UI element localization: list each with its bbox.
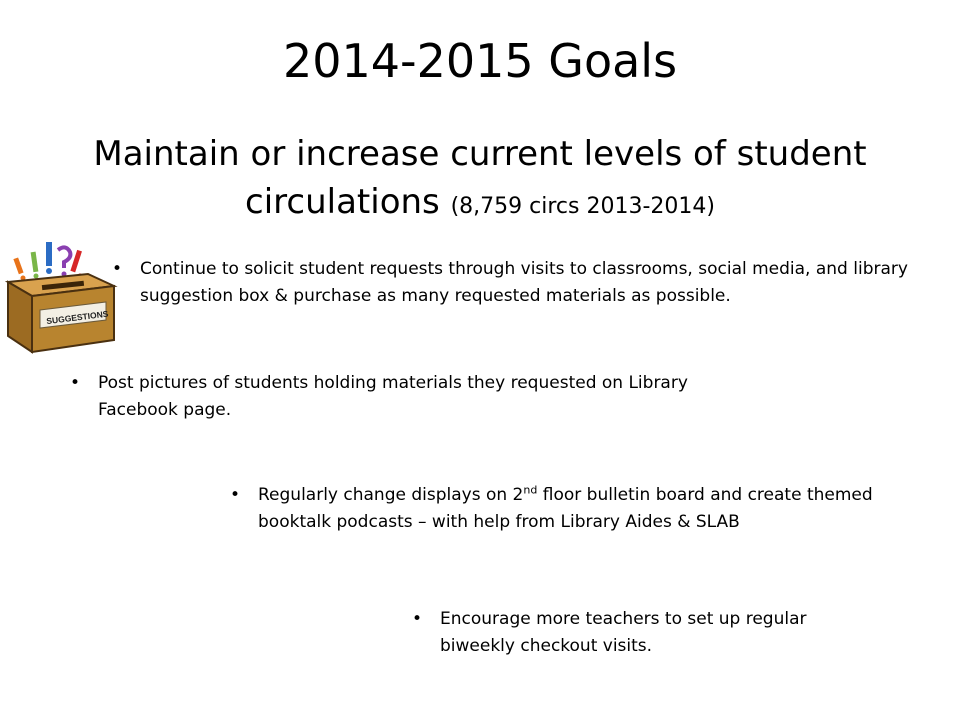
bullet-change-displays — [228, 482, 918, 536]
slide-title: 2014-2015 Goals — [282, 34, 678, 88]
slide-subtitle — [40, 130, 920, 231]
suggestions-label: SUGGESTIONS — [45, 308, 109, 327]
bullet-solicit-requests — [110, 256, 960, 310]
bullet-dot: • — [230, 485, 241, 505]
bullet-text: Regularly change displays on 2nd floor bulletin board and create themed booktalk podcasts – with help from Library Aides & SLAB — [258, 483, 873, 532]
bullet-dot: • — [112, 259, 123, 279]
bullet-text: Encourage more teachers to set up regular biweekly checkout visits. — [440, 609, 807, 656]
bullet-post-pictures — [68, 370, 728, 424]
ordinal-suffix: nd — [523, 483, 538, 497]
bullet-text: Post pictures of students holding materials they requested on Library Facebook page. — [98, 373, 688, 420]
subtitle-main: Maintain or increase current levels of student circulations — [93, 134, 867, 222]
bullet-dot: • — [412, 609, 423, 629]
bullet-encourage-teachers — [410, 606, 880, 660]
bullet-dot: • — [70, 373, 81, 393]
bullet-text: Continue to solicit student requests through visits to classrooms, social media, and library suggestion box & purchase as many requested materials as possible. — [140, 259, 908, 306]
subtitle-note: (8,759 circs 2013-2014) — [450, 194, 715, 219]
suggestion-box-illustration — [2, 236, 123, 358]
